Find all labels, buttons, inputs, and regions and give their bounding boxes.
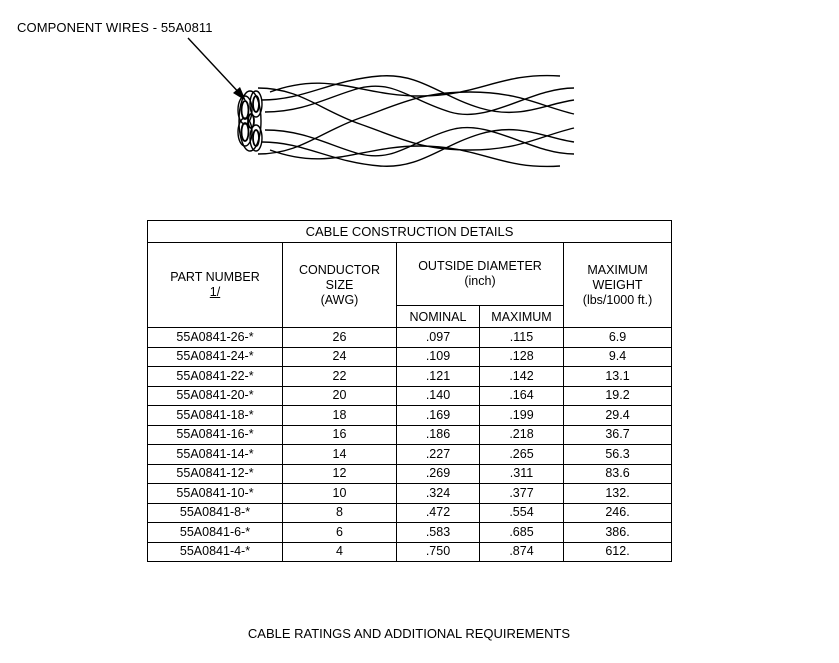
cell-part-number: 55A0841-10-* [148,484,283,504]
cell-weight: 19.2 [564,386,672,406]
cell-part-number: 55A0841-16-* [148,425,283,445]
cell-part-number: 55A0841-14-* [148,445,283,465]
cell-awg: 16 [283,425,397,445]
cell-awg: 22 [283,367,397,387]
cell-od-nominal: .121 [397,367,480,387]
header-part-number: PART NUMBER 1/ [148,243,283,328]
cell-part-number: 55A0841-24-* [148,347,283,367]
cell-od-nominal: .140 [397,386,480,406]
cell-weight: 386. [564,523,672,543]
cell-od-maximum: .199 [480,406,564,426]
table-row [148,347,672,367]
callout-leader-line [188,38,243,97]
cell-od-nominal: .186 [397,425,480,445]
twisted-cable-illustration [0,0,839,200]
cell-weight: 9.4 [564,347,672,367]
cell-awg: 10 [283,484,397,504]
table-row [148,445,672,465]
cell-od-maximum: .164 [480,386,564,406]
cell-awg: 4 [283,542,397,562]
table-body [148,328,672,562]
cell-od-maximum: .128 [480,347,564,367]
cell-weight: 36.7 [564,425,672,445]
cell-part-number: 55A0841-20-* [148,386,283,406]
table-row [148,484,672,504]
cell-weight: 83.6 [564,464,672,484]
cell-weight: 6.9 [564,328,672,348]
cell-od-maximum: .377 [480,484,564,504]
cell-awg: 8 [283,503,397,523]
cell-weight: 132. [564,484,672,504]
strand-line [258,88,574,150]
cell-od-maximum: .311 [480,464,564,484]
strand-line [262,130,574,167]
cell-od-maximum: .265 [480,445,564,465]
cell-weight: 56.3 [564,445,672,465]
cell-awg: 6 [283,523,397,543]
strand-line [262,76,574,113]
table-row [148,542,672,562]
header-conductor-size: CONDUCTOR SIZE (AWG) [283,243,397,328]
section-caption: CABLE RATINGS AND ADDITIONAL REQUIREMENTS [247,626,571,641]
cell-part-number: 55A0841-8-* [148,503,283,523]
table-row [148,523,672,543]
table-row [148,367,672,387]
component-wires-callout: COMPONENT WIRES - 55A0811 [17,20,213,35]
cell-part-number: 55A0841-26-* [148,328,283,348]
table-title: CABLE CONSTRUCTION DETAILS [148,221,672,243]
cell-part-number: 55A0841-22-* [148,367,283,387]
cell-od-nominal: .324 [397,484,480,504]
cell-od-maximum: .685 [480,523,564,543]
cell-awg: 12 [283,464,397,484]
cell-od-maximum: .874 [480,542,564,562]
cell-od-nominal: .109 [397,347,480,367]
header-maximum-weight: MAXIMUM WEIGHT (lbs/1000 ft.) [564,243,672,328]
cell-weight: 29.4 [564,406,672,426]
cell-part-number: 55A0841-18-* [148,406,283,426]
cell-od-maximum: .218 [480,425,564,445]
table-row [148,425,672,445]
cell-od-nominal: .269 [397,464,480,484]
table-row [148,503,672,523]
cell-weight: 13.1 [564,367,672,387]
cell-od-maximum: .115 [480,328,564,348]
cell-od-nominal: .097 [397,328,480,348]
cell-od-nominal: .472 [397,503,480,523]
cell-od-nominal: .169 [397,406,480,426]
table-row [148,328,672,348]
strand-line [258,92,574,154]
cell-od-maximum: .142 [480,367,564,387]
cell-awg: 14 [283,445,397,465]
cell-awg: 26 [283,328,397,348]
table-row [148,406,672,426]
cell-od-nominal: .227 [397,445,480,465]
table-row [148,464,672,484]
cell-weight: 246. [564,503,672,523]
cell-od-nominal: .583 [397,523,480,543]
table-row [148,386,672,406]
cell-awg: 18 [283,406,397,426]
cell-weight: 612. [564,542,672,562]
cell-awg: 20 [283,386,397,406]
cell-od-maximum: .554 [480,503,564,523]
cell-awg: 24 [283,347,397,367]
cell-part-number: 55A0841-4-* [148,542,283,562]
header-od-maximum: MAXIMUM [480,306,564,328]
cell-part-number: 55A0841-12-* [148,464,283,484]
strand-line [270,146,560,166]
header-od-nominal: NOMINAL [397,306,480,328]
cable-construction-table [147,220,672,562]
strand-line [270,76,560,96]
cell-od-nominal: .750 [397,542,480,562]
cell-part-number: 55A0841-6-* [148,523,283,543]
footnote-ref: 1/ [209,285,221,299]
header-outside-diameter: OUTSIDE DIAMETER (inch) [397,243,564,306]
